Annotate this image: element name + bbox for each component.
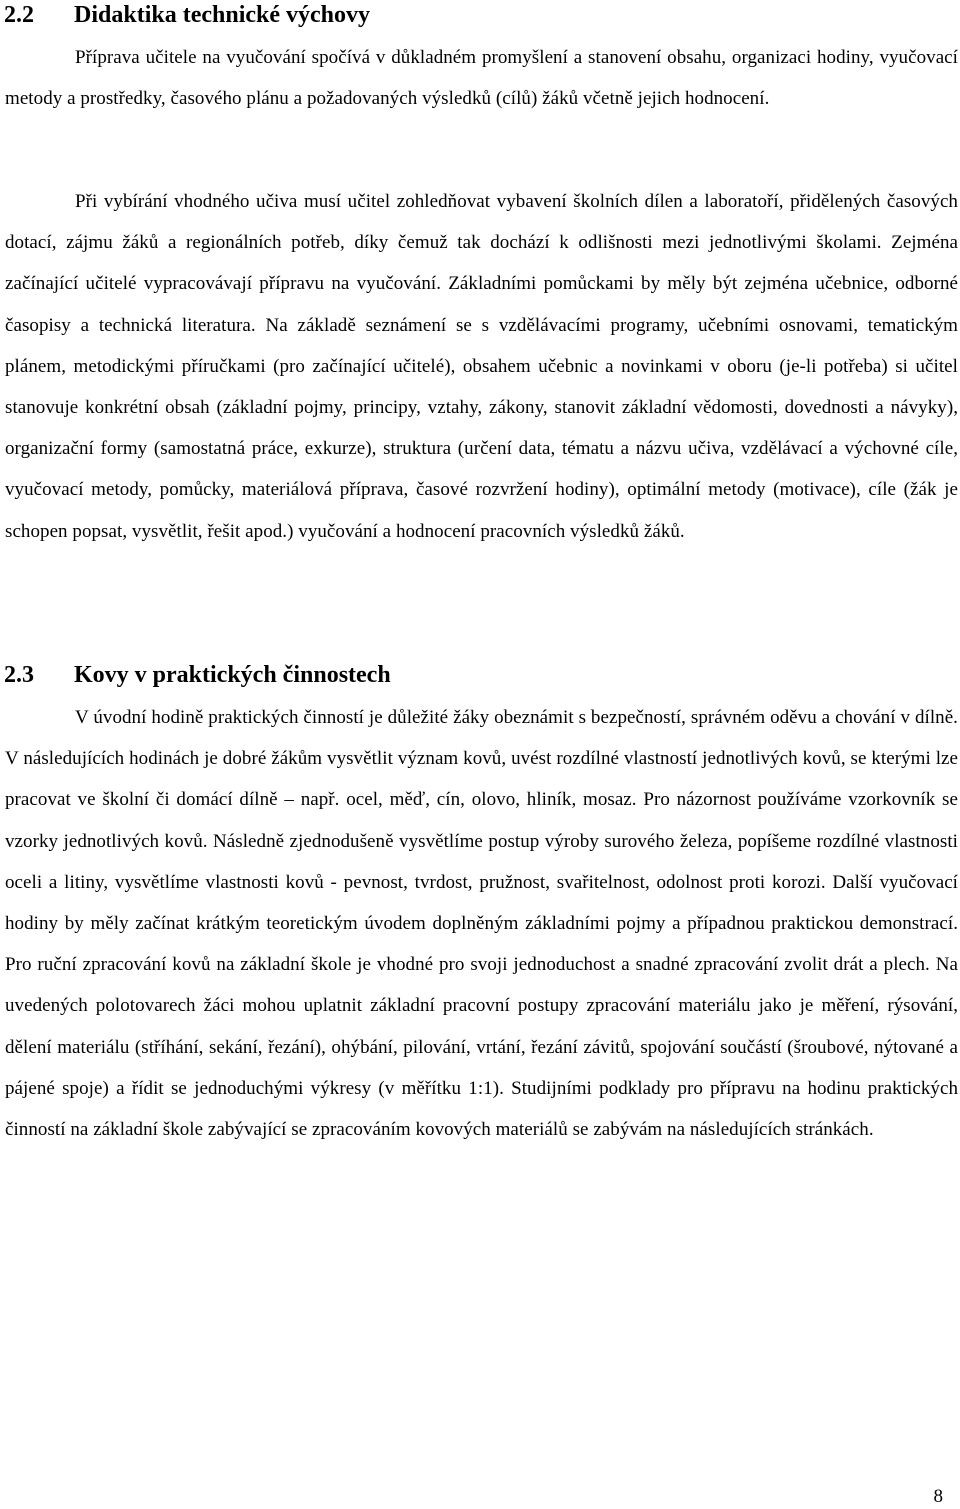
paragraph: Při vybírání vhodného učiva musí učitel zohledňovat vybavení školních dílen a laboratoří, přidělených časových dotací, zájmu žáků a regionálních potřeb, díky čemuž tak dochází k odlišnosti mezi jednotlivými školami. Zejména začínající učitelé vypracovávají přípravu na vyučování. Základními pomůckami by měly být zejména učebnice, odborné časopisy a technická literatura. Na základě seznámení se s vzdělávacími programy, učebními osnovami, tematickým plánem, metodickými příručkami (pro začínající učitelé), obsahem učebnic a novinkami v oboru (je-li potřeba) si učitel stanovuje konkrétní obsah (základní pojmy, principy, vztahy, zákony, stanovit základní vědomosti, dovednosti a návyky), organizační formy (samostatná práce, exkurze), struktura (určení data, tématu a názvu učiva, vzdělávací a výchovné cíle, vyučovací metody, pomůcky, materiálová příprava, časové rozvržení hodiny), optimální metody (motivace), cíle (žák je schopen popsat, vysvětlit, řešit apod.) vyučování a hodnocení pracovních výsledků žáků. (5, 191, 958, 542)
paragraph: V úvodní hodině praktických činností je důležité žáky obeznámit s bezpečností, správném oděvu a chování v dílně. V následujících hodinách je dobré žákům vysvětlit význam kovů, uvést rozdílné vlastností jednotlivých kovů, se kterými lze pracovat ve školní či domácí dílně – např. ocel, měď, cín, olovo, hliník, mosaz. Pro názornost používáme vzorkovník se vzorky jednotlivých kovů. Následně zjednodušeně vysvětlíme postup výroby surového železa, popíšeme rozdílné vlastnosti oceli a litiny, vysvětlíme vlastnosti kovů - pevnost, tvrdost, pružnost, svařitelnost, odolnost proti korozi. Další vyučovací hodiny by měly začínat krátkým teoretickým úvodem doplněným základními pojmy a případnou praktickou demonstrací. Pro ruční zpracování kovů na základní škole je vhodné pro svoji jednoduchost a snadné zpracování zvolit drát a plech. Na uvedených polotovarech žáci mohou uplatnit základní pracovní postupy zpracování materiálu jako je měření, rýsování, dělení materiálu (stříhání, sekání, řezání), ohýbání, pilování, vrtání, řezání závitů, spojování součástí (šroubové, nýtované a pájené spoje) a řídit se jednoduchými výkresy (v měřítku 1:1). Studijními podklady pro přípravu na hodinu praktických činností na základní škole zabývající se zpracováním kovových materiálů se zabývám na následujících stránkách. (5, 707, 958, 1141)
page-number: 8 (933, 1486, 943, 1507)
section-number: 2.3 (4, 662, 34, 688)
section-number: 2.2 (4, 2, 34, 28)
section-heading (4, 660, 391, 690)
section-title: Didaktika technické výchovy (74, 2, 371, 28)
paragraph: Příprava učitele na vyučování spočívá v důkladném promyšlení a stanovení obsahu, organizaci hodiny, vyučovací metody a prostředky, časového plánu a požadovaných výsledků (cílů) žáků včetně jejich hodnocení. (5, 47, 958, 110)
section-title: Kovy v praktických činnostech (74, 662, 391, 688)
section-heading (4, 0, 370, 30)
